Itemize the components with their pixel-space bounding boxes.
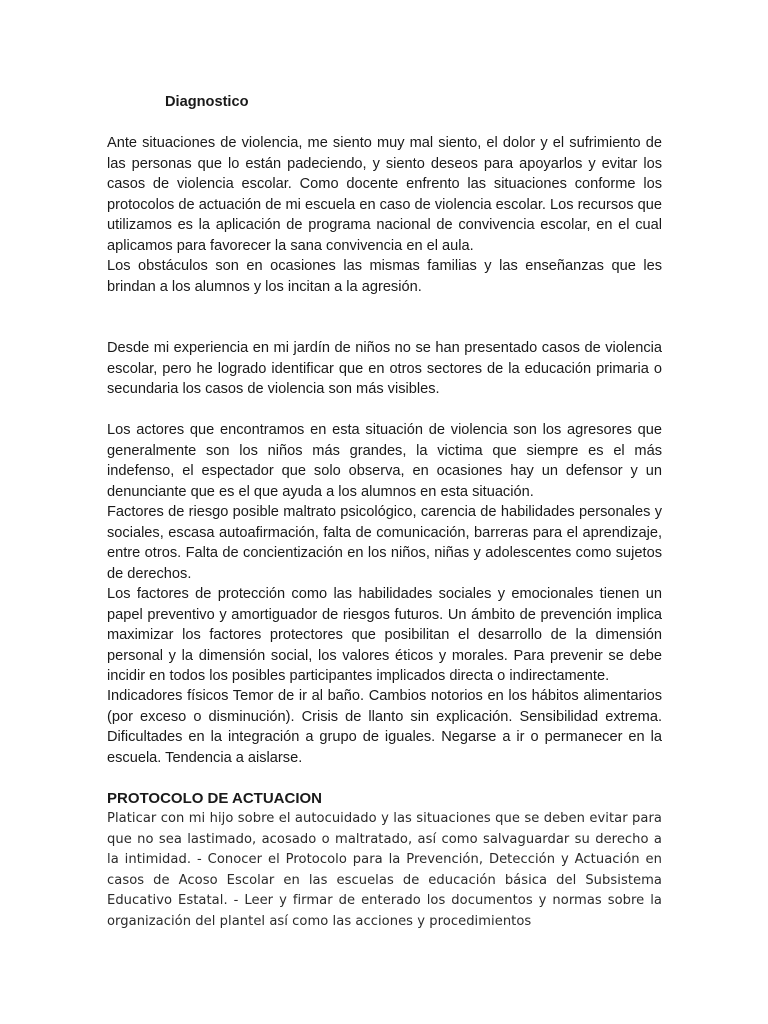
document-title: Diagnostico xyxy=(165,94,249,110)
paragraph-protection-factors: Los factores de protección como las habilidades sociales y emocionales tienen un papel preventivo y amortiguador de riesgos futuros. Un ámbito de prevención implica maximizar los factores protectores que posibilitan el desarrollo de la dimensión personal y la dimensión social, los valores éticos y morales. Para prevenir se debe incidir en todos los posibles participantes implicados directa o indirectamente. xyxy=(107,586,662,684)
paragraph-actors: Los actores que encontramos en esta situación de violencia son los agresores que generalmente son los niños más grandes, la victima que siempre es el más indefenso, el espectador que solo observa, en ocasiones hay un defensor y un denunciante que es el que ayuda a los alumnos en esta situación. xyxy=(107,422,662,500)
paragraph-experience: Desde mi experiencia en mi jardín de niños no se han presentado casos de violencia escolar, pero he logrado identificar que en otros sectores de la educación primaria o secundaria los casos de violencia son más visibles. xyxy=(107,340,662,397)
paragraph-protocol: Platicar con mi hijo sobre el autocuidado y las situaciones que se deben evitar para que no sea lastimado, acosado o maltratado, así como salvaguardar su derecho a la intimidad. - Conocer el Protocolo para la Prevención, Detección y Actuación en casos de Acoso Escolar en las escuelas de educación básica del Subsistema Educativo Estatal. - Leer y firmar de enterado los documentos y normas sobre la organización del plantel así como las acciones y procedimientos xyxy=(107,811,662,929)
paragraph-physical-indicators: Indicadores físicos Temor de ir al baño. Cambios notorios en los hábitos alimentarios (por exceso o disminución). Crisis de llanto sin explicación. Sensibilidad extrema. Dificultades en la integración a grupo de iguales. Negarse a ir o permanecer en la escuela. Tendencia a aislarse. xyxy=(107,688,662,766)
paragraph-obstacles: Los obstáculos son en ocasiones las mismas familias y las enseñanzas que les brindan a los alumnos y los incitan a la agresión. xyxy=(107,258,662,295)
paragraph-risk-factors: Factores de riesgo posible maltrato psicológico, carencia de habilidades personales y sociales, escasa autoafirmación, falta de comunicación, barreras para el aprendizaje, entre otros. Falta de concientización en los niños, niñas y adolescentes como sujetos de derechos. xyxy=(107,504,662,582)
section-heading-protocol: PROTOCOLO DE ACTUACION xyxy=(107,790,323,807)
paragraph-feelings: Ante situaciones de violencia, me siento muy mal siento, el dolor y el sufrimiento de las personas que lo están padeciendo, y siento deseos para apoyarlos y evitar los casos de violencia escolar. Como docente enfrento las situaciones conforme los protocolos de actuación de mi escuela en caso de violencia escolar. Los recursos que utilizamos es la aplicación de programa nacional de convivencia escolar, en el cual aplicamos para favorecer la sana convivencia en el aula. xyxy=(107,135,662,254)
